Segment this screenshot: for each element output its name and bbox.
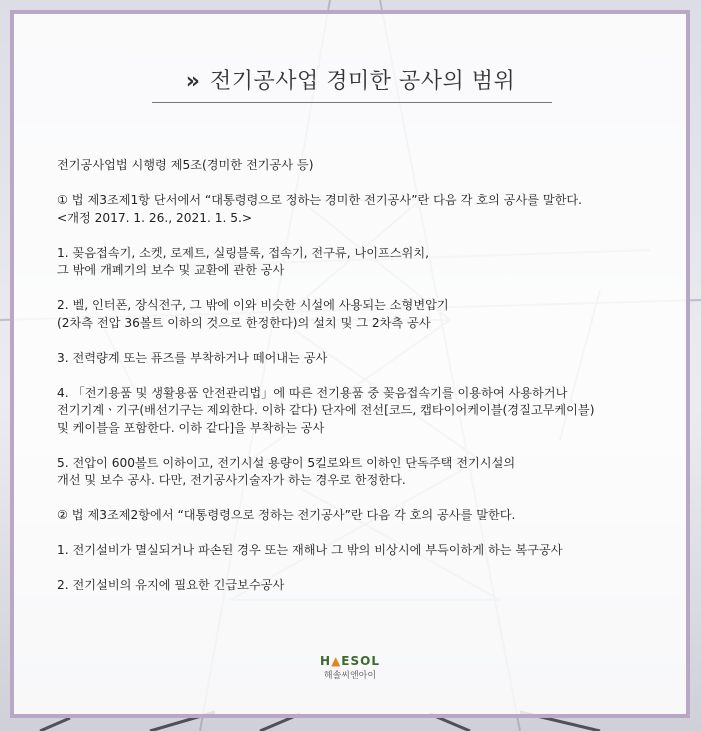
title-underline bbox=[152, 102, 552, 103]
double-chevron-icon: » bbox=[185, 69, 201, 94]
item-1-line-2: 그 밖에 개폐기의 보수 및 교환에 관한 공사 bbox=[57, 263, 285, 277]
item-5-line-1: 5. 전압이 600볼트 이하이고, 전기시설 용량이 5킬로와트 이하인 단독주택 전기시설의 bbox=[57, 455, 516, 470]
clause-1-revision: <개정 2017. 1. 26., 2021. 1. 5.> bbox=[57, 210, 253, 225]
page-title bbox=[0, 64, 701, 95]
triangle-icon: ▲ bbox=[331, 654, 342, 668]
document-body bbox=[57, 157, 657, 595]
decree-heading: 전기공사업법 시행령 제5조(경미한 전기공사 등) bbox=[57, 158, 314, 172]
item-2-line-1: 2. 벨, 인터폰, 장식전구, 그 밖에 이와 비슷한 시설에 사용되는 소형변압기 bbox=[57, 298, 449, 312]
item-5-line-2: 개선 및 보수 공사. 다만, 전기공사기술자가 하는 경우로 한정한다. bbox=[57, 473, 406, 487]
item-4-line-3: 및 케이블을 포함한다. 이하 같다]을 부착하는 공사 bbox=[57, 420, 325, 435]
clause-2-item-2: 2. 전기설비의 유지에 필요한 긴급보수공사 bbox=[57, 578, 285, 592]
clause-2-item-1: 1. 전기설비가 멸실되거나 파손된 경우 또는 재해나 그 밖의 비상시에 부득이하게 하는 복구공사 bbox=[57, 543, 563, 557]
item-4-line-2: 전기기계ㆍ기구(배선기구는 제외한다. 이하 같다) 단자에 전선[코드, 캡타이어케이블(경질고무케이블) bbox=[57, 403, 595, 417]
item-1-line-1: 1. 꽂음접속기, 소켓, 로제트, 실링블록, 접속기, 전구류, 나이프스위치, bbox=[57, 245, 429, 260]
logo-korean-name: 해솔씨앤아이 bbox=[323, 671, 377, 681]
item-3-line-1: 3. 전력량계 또는 퓨즈를 부착하거나 떼어내는 공사 bbox=[57, 350, 328, 365]
haesol-logo bbox=[300, 654, 400, 681]
item-4-line-1: 4. 「전기용품 및 생활용품 안전관리법」에 따른 전기용품 중 꽂음접속기를 이용하여 사용하거나 bbox=[57, 385, 568, 400]
clause-2-text: ② 법 제3조제2항에서 “대통령령으로 정하는 전기공사”란 다음 각 호의 공사를 말한다. bbox=[57, 508, 516, 522]
page-title-text: 전기공사업 경미한 공사의 범위 bbox=[209, 69, 516, 94]
logo-wordmark: H▲ESOL bbox=[320, 654, 380, 668]
item-2-line-2: (2차측 전압 36볼트 이하의 것으로 한정한다)의 설치 및 그 2차측 공사 bbox=[57, 315, 431, 330]
clause-1-text: ① 법 제3조제1항 단서에서 “대통령령으로 정하는 경미한 전기공사”란 다음 각 호의 공사를 말한다. bbox=[57, 193, 583, 207]
